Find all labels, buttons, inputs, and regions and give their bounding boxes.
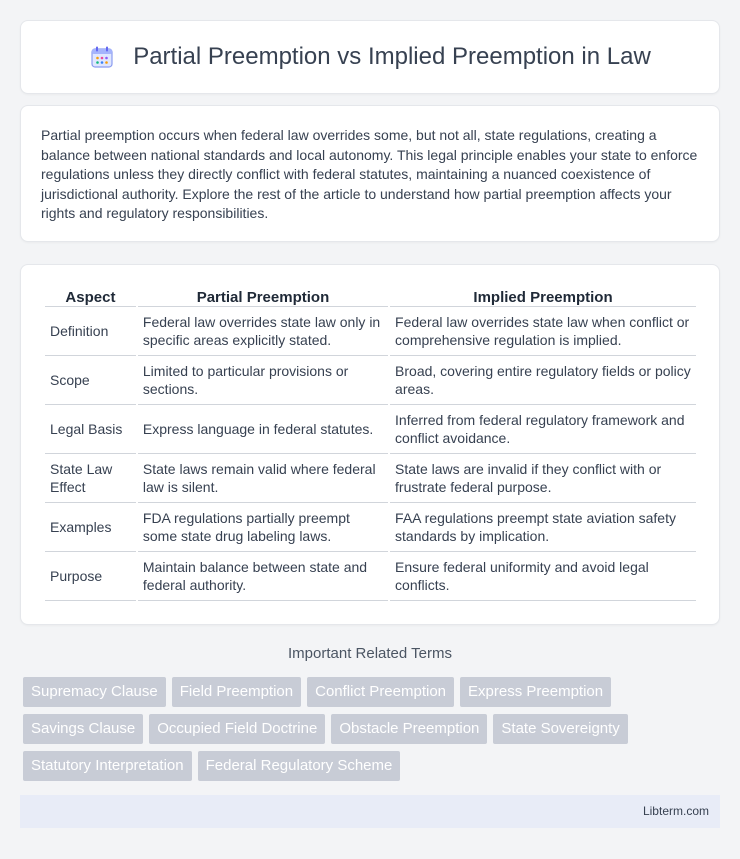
tag-supremacy-clause[interactable]: Supremacy Clause [23,677,166,707]
implied-cell: FAA regulations preempt state aviation safety standards by implication. [390,503,696,552]
partial-cell: FDA regulations partially preempt some state drug labeling laws. [138,503,388,552]
table-row [45,552,696,601]
partial-cell: Maintain balance between state and federal authority. [138,552,388,601]
partial-cell: Federal law overrides state law only in specific areas explicitly stated. [138,307,388,356]
partial-cell: Express language in federal statutes. [138,405,388,454]
tag-occupied-field-doctrine[interactable]: Occupied Field Doctrine [149,714,325,744]
table-row [45,503,696,552]
footer [20,795,720,828]
aspect-cell: Legal Basis [45,405,136,454]
table-row [45,405,696,454]
tag-savings-clause[interactable]: Savings Clause [23,714,143,744]
tag-express-preemption[interactable]: Express Preemption [460,677,611,707]
tag-field-preemption[interactable]: Field Preemption [172,677,301,707]
table-row [45,454,696,503]
tag-state-sovereignty[interactable]: State Sovereignty [493,714,627,744]
tag-obstacle-preemption[interactable]: Obstacle Preemption [331,714,487,744]
table-row [45,356,696,405]
tag-federal-regulatory-scheme[interactable]: Federal Regulatory Scheme [198,751,401,781]
calendar-icon [89,44,115,70]
comparison-table-card [20,264,720,625]
aspect-cell: State Law Effect [45,454,136,503]
related-terms-list [23,677,723,781]
header-implied-preemption: Implied Preemption [390,285,696,307]
comparison-table [43,285,698,601]
footer-brand[interactable]: Libterm.com [642,804,709,818]
implied-cell: Broad, covering entire regulatory fields or policy areas. [390,356,696,405]
intro-text: Partial preemption occurs when federal law overrides some, but not all, state regulations, creating a balance between national standards and local autonomy. This legal principle enables your state to enforce regulations unless they directly conflict with federal statutes, maintaining a nuanced coexistence of jurisdictional authority. Explore the rest of the article to understand how partial preemption affects your rights and regulatory responsibilities. [41,127,698,221]
intro-card [20,105,720,242]
implied-cell: Inferred from federal regulatory framework and conflict avoidance. [390,405,696,454]
header-aspect: Aspect [45,285,136,307]
tag-conflict-preemption[interactable]: Conflict Preemption [307,677,454,707]
table-header-row [45,285,696,307]
partial-cell: Limited to particular provisions or sections. [138,356,388,405]
implied-cell: Federal law overrides state law when conflict or comprehensive regulation is implied. [390,307,696,356]
page-title: Partial Preemption vs Implied Preemption in Law [133,43,651,70]
implied-cell: Ensure federal uniformity and avoid legal conflicts. [390,552,696,601]
aspect-cell: Purpose [45,552,136,601]
partial-cell: State laws remain valid where federal law is silent. [138,454,388,503]
header-card [20,20,720,94]
aspect-cell: Scope [45,356,136,405]
header-partial-preemption: Partial Preemption [138,285,388,307]
aspect-cell: Definition [45,307,136,356]
aspect-cell: Examples [45,503,136,552]
implied-cell: State laws are invalid if they conflict with or frustrate federal purpose. [390,454,696,503]
tag-statutory-interpretation[interactable]: Statutory Interpretation [23,751,192,781]
related-terms-title: Important Related Terms [288,645,452,662]
table-row [45,307,696,356]
